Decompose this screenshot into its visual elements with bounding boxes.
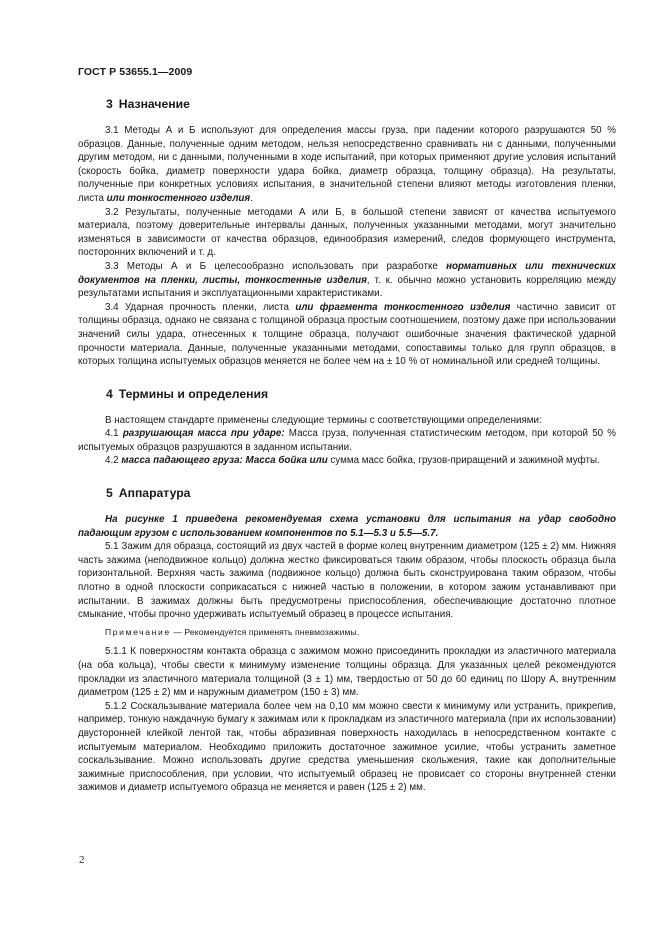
emphasis-text: или фрагмента тонкостенного изделия: [295, 301, 511, 313]
paragraph-5-1: 5.1 Зажим для образца, состоящий из двух частей в форме колец внутренним диаметром (125 ± 2) мм. Нижняя часть зажима (неподвижное кольцо) должна жестко фиксироваться таким образом, чтобы плоскость образца была горизонтальной. Верхняя часть зажима (подвижное кольцо) должна быть сконструирована таким образом, чтобы плотно в одной плоскости соприкасаться с нижней частью в положении, в котором зажим устанавливают при испытании. В зажимах должны быть предусмотрены приспособления, обеспечивающие достаточно плотное смыкание, чтобы прочно удерживать испытуемый образец в процессе испытания.: [78, 541, 616, 621]
term-number: 4.2: [105, 455, 122, 467]
document-body: [78, 97, 616, 813]
emphasis-text: Масса бойка или: [242, 455, 328, 467]
section-heading: [106, 97, 616, 112]
section-title: Назначение: [118, 97, 190, 111]
paragraph-4-intro: В настоящем стандарте применены следующие термины с соответствующими определениями:: [105, 414, 542, 426]
term-definition: Масса груза, полученная статистическим методом, при которой 50 % испытуемых образцов разрушаются в заданном испытании.: [78, 428, 616, 453]
term-name: масса падающего груза:: [121, 455, 243, 467]
document-header: ГОСТ Р 53655.1—2009: [78, 66, 193, 78]
section-heading: [106, 486, 616, 501]
section-number: 4: [106, 386, 113, 401]
section-number: 5: [106, 486, 113, 501]
term-4-1: [78, 427, 616, 454]
paragraph-text: , т. к. обычно можно установить корреляцию между результатами испытания и эксплуатационными характеристиками.: [78, 274, 616, 300]
section-title: Аппаратура: [118, 486, 191, 501]
paragraph-text: 3.3 Методы А и Б целесообразно использовать при разработке: [105, 260, 447, 272]
paragraph-3-1: [78, 124, 616, 206]
paragraph-text: 3.4 Ударная прочность пленки, листа: [105, 301, 296, 313]
term-number: 4.1: [105, 428, 123, 440]
page-number: 2: [79, 854, 85, 866]
section-5: [78, 486, 616, 795]
paragraph-5-1-2: 5.1.2 Соскальзывание материала более чем на 0,10 мм можно свести к минимуму или устранить, прикрепив, например, тонкую наждачную бумагу к зажимам или к прокладкам из эластичного материала (при их использовании) двусторонней клейкой лентой так, чтобы абразивная поверхность находилась в непосредственном контакте с испытуемым материалом. Необходимо приложить достаточное зажимное усилие, чтобы устранить заметное соскальзывание. Можно использовать другие средства уменьшения скольжения, такие как дополнительные зажимные приспособления, при условии, что испытуемый образец не провисает со стороны внутренней стенки зажимов и диаметр испытуемого образца не меняется и равен (125 ± 2) мм.: [78, 700, 616, 794]
note: [78, 626, 616, 640]
note-text: — Рекомендуется применять пневмозажимы.: [170, 626, 360, 637]
section-3: [78, 97, 616, 369]
paragraph-3-4: [78, 301, 616, 369]
term-4-2: [78, 454, 616, 468]
section-heading: [106, 387, 616, 402]
section-title: Термины и определения: [118, 386, 269, 401]
section-4: [78, 387, 616, 468]
term-definition: сумма масс бойка, грузов-приращений и зажимной муфты.: [327, 455, 600, 467]
paragraph-text: частично зависит от толщины образца, однако не связана с толщиной образца простым соотношением, поэтому даже при использовании значений силы удара, отнесенных к толщине образца, получают ошибочные значения фактической ударной прочности материала. Данные, полученные указанными методами, сопоставимы только для групп образцов, в которых толщина испытуемых образцов меняется не более чем на ± 10 % от номинальной или средней толщины.: [78, 301, 616, 368]
paragraph-text: .: [250, 192, 253, 204]
paragraph-5-intro: На рисунке 1 приведена рекомендуемая схема установки для испытания на удар свободно падающим грузом с использованием компонентов по 5.1—5.3 и 5.5—5.7.: [78, 514, 616, 539]
note-label: Примечание: [105, 626, 171, 637]
paragraph-5-1-1: 5.1.1 К поверхностям контакта образца с зажимом можно присоединить прокладки из эластичного материала (на оба кольца), чтобы свести к минимуму изменение толщины образца. Для указанных целей рекомендуются прокладки из эластичного материала толщиной (3 ± 1) мм, твердостью от 50 до 60 единиц по Шору А, внутренним диаметром (125 ± 2) мм и наружным диаметром (150 ± 3) мм.: [78, 646, 616, 699]
section-number: 3: [106, 97, 113, 111]
paragraph-3-3: [78, 260, 616, 301]
paragraph-3-2: 3.2 Результаты, полученные методами А или Б, в большой степени зависят от качества испытуемого материала, поэтому доверительные интервалы данных, полученных указанными методами, могут значительно изменяться в зависимости от качества образцов, единообразия измерений, следов формующего инструмента, посторонних включений и т. д.: [78, 206, 616, 259]
paragraph-text: 3.1 Методы А и Б используют для определения массы груза, при падении которого разрушаются 50 % образцов. Данные, полученные одним методом, нельзя непосредственно сравнивать ни с данными, полученными другим методом, ни с данными, полученными в ходе испытаний, при которых применяют другие условия испытаний (скорость бойка, диаметр поверхности удара бойка, диаметр образца, толщину образца). На результаты, полученные при конкретных условиях испытания, в значительной степени влияют методы изготовления пленки, листа: [78, 125, 616, 204]
emphasis-text: нормативных или технических документов на пленки, листы, тонкостенные изделия: [78, 260, 616, 286]
term-name: разрушающая масса при ударе:: [122, 428, 285, 440]
emphasis-text: или тонкостенного изделия: [106, 192, 251, 204]
